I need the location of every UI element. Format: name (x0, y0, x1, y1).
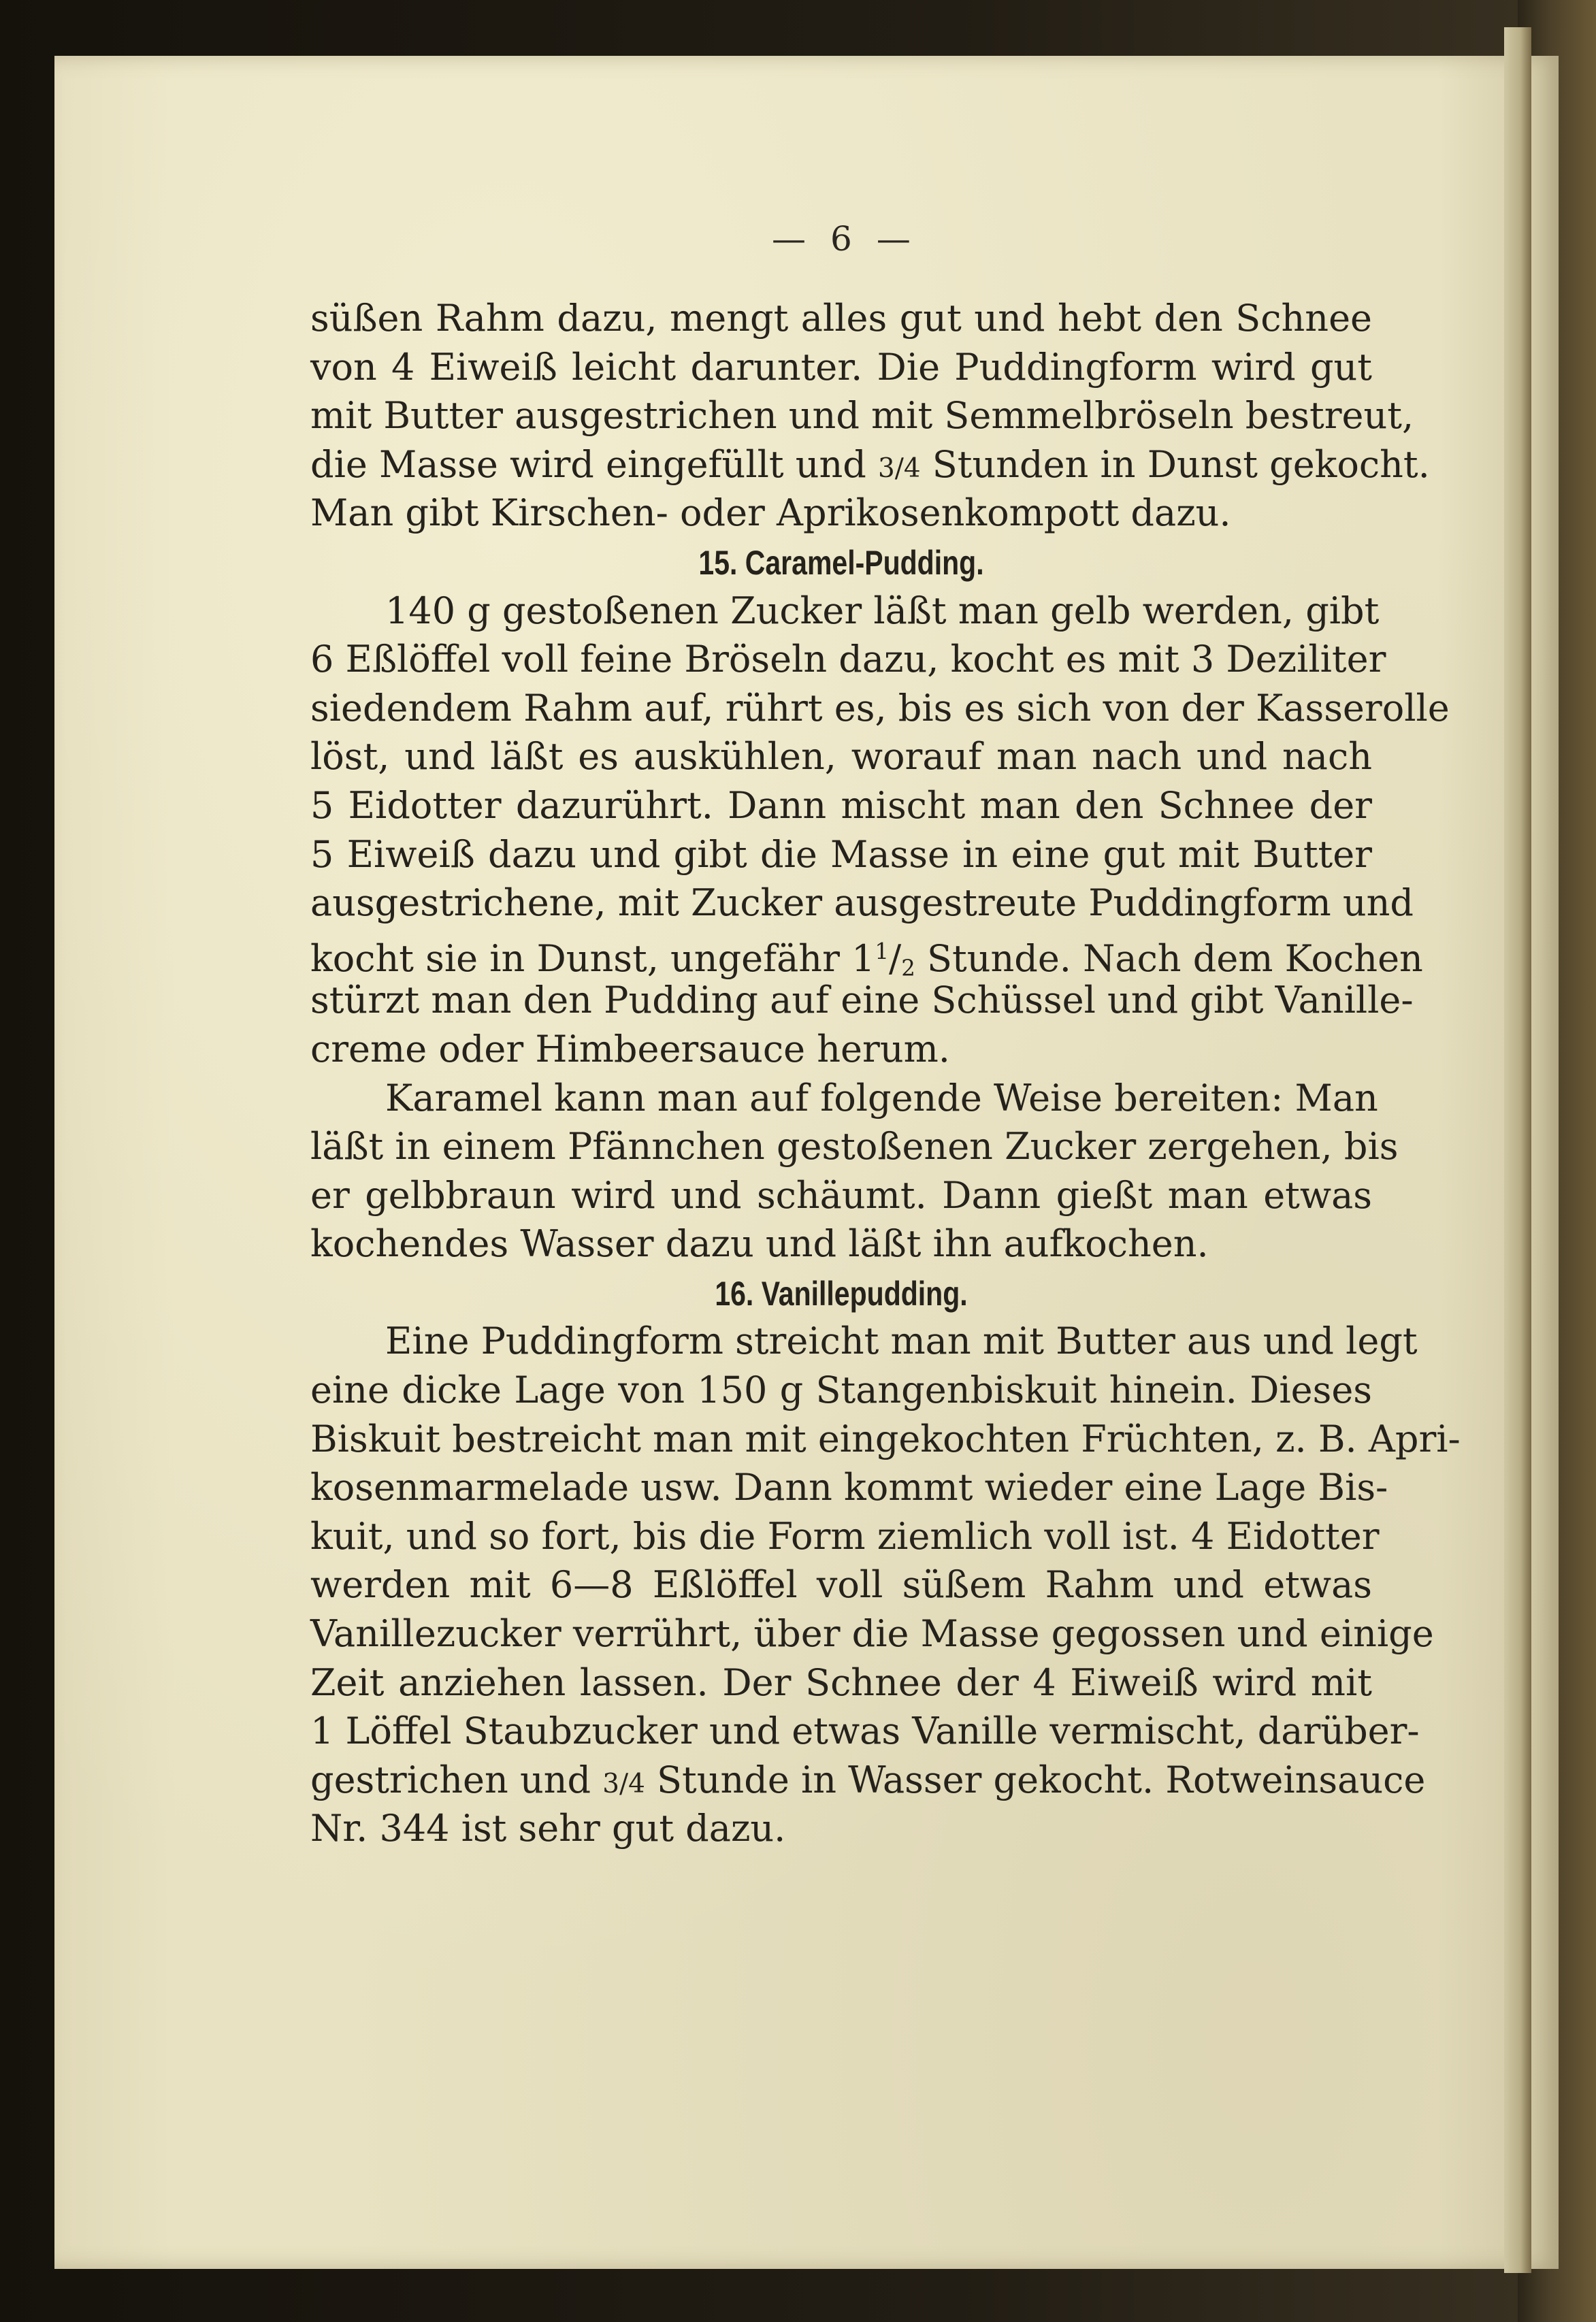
text-line: läßt in einem Pfännchen gestoßenen Zucker zergehen, bis (310, 1125, 1399, 1168)
text-line: Biskuit bestreicht man mit eingekochten Früchten, z. B. Apri- (310, 1417, 1461, 1460)
recipe-vanillepudding (310, 1317, 1461, 1853)
text-line: kochendes Wasser dazu und läßt ihn aufkochen. (310, 1222, 1209, 1266)
text-line: kuit, und so fort, bis die Form ziemlich voll ist. 4 Eidotter (310, 1514, 1380, 1558)
text-fragment: kocht sie in Dunst, ungefähr (310, 936, 840, 980)
text-fragment: die Masse wird eingefüllt und (310, 442, 866, 486)
fraction-three-quarters: 3/4 (602, 1768, 645, 1799)
page-number-dash-left: — (772, 219, 807, 259)
text-fragment: gestrichen und (310, 1758, 591, 1801)
text-line (310, 1756, 1426, 1805)
text-line: Zeit anziehen lassen. Der Schnee der 4 Eiweiß wird mit (310, 1661, 1372, 1704)
text-line: 140 g gestoßenen Zucker läßt man gelb werden, gibt (385, 589, 1380, 632)
text-line (310, 928, 1423, 981)
text-line: Vanillezucker verrührt, über die Masse gegossen und einige (310, 1612, 1434, 1656)
fraction-slash: / (889, 936, 902, 980)
page-number (749, 219, 935, 259)
text-line: 6 Eßlöffel voll feine Bröseln dazu, kocht es mit 3 Deziliter (310, 638, 1386, 681)
page-number-dash-right: — (876, 219, 912, 259)
mixed-fraction-one-and-half (851, 937, 915, 980)
page-body (310, 294, 1461, 1853)
text-line: 5 Eidotter dazurührt. Dann mischt man den Schnee der (310, 783, 1372, 827)
text-line: stürzt man den Pudding auf eine Schüssel und gibt Vanille- (310, 979, 1414, 1022)
fraction-three-quarters: 3/4 (878, 453, 921, 484)
text-line: werden mit 6—8 Eßlöffel voll süßem Rahm und etwas (310, 1563, 1372, 1607)
text-line: kosenmarmelade usw. Dann kommt wieder eine Lage Bis- (310, 1466, 1388, 1509)
fraction-numerator: 1 (875, 938, 890, 964)
text-fragment: Stunde in Wasser gekocht. Rotweinsauce (657, 1758, 1426, 1801)
fraction-denominator: 2 (901, 955, 915, 981)
text-line (310, 440, 1430, 489)
text-fragment: Stunden in Dunst gekocht. (932, 442, 1430, 486)
text-line: Nr. 344 ist sehr gut dazu. (310, 1807, 786, 1850)
section-heading-vanillepudding: 16. Vanillepudding. (715, 1274, 968, 1313)
text-line: süßen Rahm dazu, mengt alles gut und hebt den Schnee (310, 297, 1372, 340)
text-line: 5 Eiweiß dazu und gibt die Masse in eine gut mit Butter (310, 832, 1372, 876)
text-line: siedendem Rahm auf, rührt es, bis es sich von der Kasserolle (310, 686, 1450, 730)
page-edge-shadow (1504, 27, 1531, 2273)
text-line: mit Butter ausgestrichen und mit Semmelbröseln bestreut, (310, 394, 1414, 438)
page-number-value: 6 (830, 219, 853, 259)
text-line: eine dicke Lage von 150 g Stangenbiskuit hinein. Dieses (310, 1369, 1372, 1412)
recipe-caramel-pudding (310, 587, 1450, 1269)
text-fragment: Stunde. Nach dem Kochen (927, 936, 1423, 980)
text-line: creme oder Himbeersauce herum. (310, 1027, 950, 1070)
text-line: von 4 Eiweiß leicht darunter. Die Puddingform wird gut (310, 345, 1372, 389)
text-line: er gelbbraun wird und schäumt. Dann gießt man etwas (310, 1173, 1372, 1217)
text-line: Eine Puddingform streicht man mit Butter aus und legt (385, 1320, 1418, 1363)
text-line: Man gibt Kirschen- oder Aprikosenkompott dazu. (310, 491, 1231, 535)
fraction-whole: 1 (851, 936, 875, 980)
paragraph-continuation (310, 294, 1430, 538)
text-line: Karamel kann man auf folgende Weise bereiten: Man (385, 1076, 1378, 1119)
text-line: 1 Löffel Staubzucker und etwas Vanille vermischt, darüber- (310, 1710, 1420, 1753)
text-line: löst, und läßt es auskühlen, worauf man nach und nach (310, 735, 1372, 779)
text-line: ausgestrichene, mit Zucker ausgestreute Puddingform und (310, 881, 1414, 925)
section-heading-caramel-pudding: 15. Caramel-Pudding. (698, 543, 984, 582)
